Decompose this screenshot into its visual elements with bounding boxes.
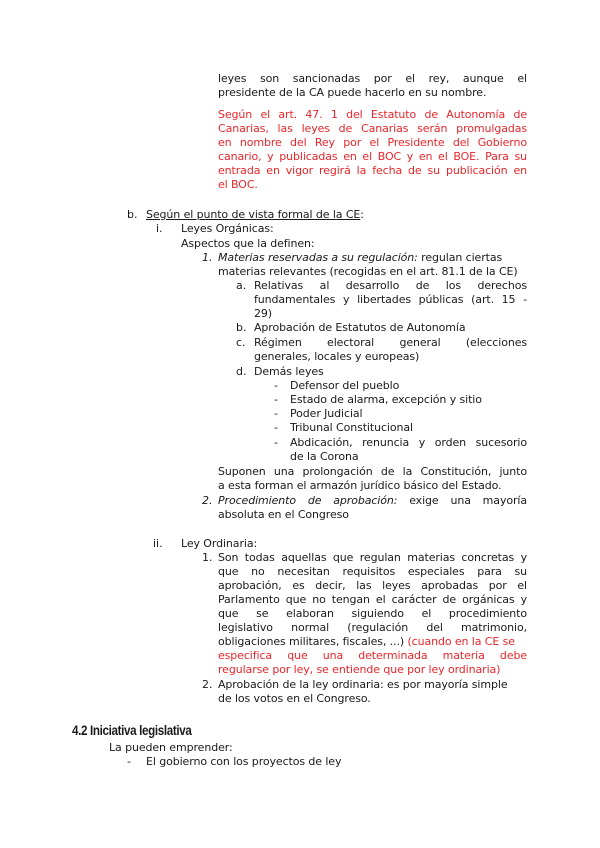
ordinaria-item1-line: que no necesitan requisitos especiales para su xyxy=(218,565,527,578)
ordinaria-item1-red-line: especifica que una determinada materia debe xyxy=(218,649,527,662)
ordinaria-item1-red: (cuando en la CE se xyxy=(407,635,515,648)
list-marker: ii. xyxy=(153,537,163,550)
organicas-item1-rest: regulan ciertas xyxy=(417,251,503,264)
list-marker: 1. xyxy=(202,551,213,564)
sub-item-line: Aprobación de Estatutos de Autonomía xyxy=(254,321,466,334)
list-marker: b. xyxy=(236,321,247,334)
dash-item-line: de la Corona xyxy=(290,450,359,463)
canarias-note-line: Según el art. 47. 1 del Estatuto de Autonomía de xyxy=(218,108,527,121)
ordinaria-item2-line: Aprobación de la ley ordinaria: es por mayoría simple xyxy=(218,678,508,691)
sub-item-line: Demás leyes xyxy=(254,365,324,378)
ordinaria-item1-line: que se elaboran siguiendo el procedimiento xyxy=(218,607,527,620)
dash-item-line: Estado de alarma, excepción y sitio xyxy=(290,393,482,406)
list-marker: d. xyxy=(236,365,247,378)
ordinaria-item1-line: legislativo normal (regulación del matrimonio, xyxy=(218,621,527,634)
ordinaria-item1-line: aprobación, es decir, las leyes aprobadas por el xyxy=(218,579,527,592)
sub-item-line: Régimen electoral general (elecciones xyxy=(254,336,527,349)
sub-item-line: generales, locales y europeas) xyxy=(254,350,420,363)
section-42-intro: La pueden emprender: xyxy=(109,741,233,754)
sub-item-line: Relativas al desarrollo de los derechos xyxy=(254,279,527,292)
dash-item-line: Defensor del pueblo xyxy=(290,379,400,392)
canarias-note-line: canario, y publicadas en el BOC y en el BOE. Para su xyxy=(218,150,527,163)
section-heading: 4.2 Iniciativa legislativa xyxy=(72,723,192,738)
dash-marker: - xyxy=(127,755,131,768)
organicas-item2-line xyxy=(218,494,527,508)
ordinaria-item1-red-line: regularse por ley, se entiende que por ley ordinaria) xyxy=(218,663,501,676)
dash-item-line: Poder Judicial xyxy=(290,407,363,420)
list-marker: 1. xyxy=(202,251,213,264)
ordinaria-item1-line: Parlamento que no tengan el carácter de orgánicas y xyxy=(218,593,527,606)
section-b-colon: : xyxy=(360,208,364,221)
canarias-note-line: Canarias, las leyes de Canarias serán promulgadas xyxy=(218,122,527,135)
dash-marker: - xyxy=(274,379,278,392)
list-marker: i. xyxy=(156,222,163,235)
ordinaria-item1-black: obligaciones militares, fiscales, ...) xyxy=(218,635,408,648)
dash-marker: - xyxy=(274,393,278,406)
paragraph-line: presidente de la CA puede hacerlo en su nombre. xyxy=(218,86,487,99)
ordinaria-item1-line xyxy=(218,635,515,649)
canarias-note-line: el BOC. xyxy=(218,178,258,191)
section-42-item: El gobierno con los proyectos de ley xyxy=(146,755,342,768)
ordinaria-title: Ley Ordinaria: xyxy=(181,537,258,550)
dash-marker: - xyxy=(274,436,278,449)
organicas-item1-label: Materias reservadas a su regulación: xyxy=(218,251,418,264)
organicas-item1-line: materias relevantes (recogidas en el art. 81.1 de la CE) xyxy=(218,265,518,278)
organicas-closing-line: a esta forman el armazón jurídico básico del Estado. xyxy=(218,479,502,492)
dash-marker: - xyxy=(274,407,278,420)
list-marker: a. xyxy=(236,279,247,292)
dash-marker: - xyxy=(274,421,278,434)
list-marker: c. xyxy=(236,336,246,349)
sub-item-line: fundamentales y libertades públicas (art. 15 - xyxy=(254,293,527,306)
section-b-title-text: Según el punto de vista formal de la CE xyxy=(146,208,361,221)
canarias-note-line: entrada en vigor regirá la fecha de su publicación en xyxy=(218,164,527,177)
ordinaria-item1-line: Son todas aquellas que regulan materias concretas y xyxy=(218,551,527,564)
organicas-item1-line xyxy=(218,251,502,265)
organicas-title: Leyes Orgánicas: xyxy=(181,222,274,235)
canarias-note-line: en nombre del Rey por el Presidente del Gobierno xyxy=(218,136,527,149)
list-marker: b. xyxy=(127,208,138,221)
organicas-item2-line: absoluta en el Congreso xyxy=(218,508,349,521)
organicas-closing-line: Suponen una prolongación de la Constitución, junto xyxy=(218,465,527,478)
organicas-intro: Aspectos que la definen: xyxy=(181,237,315,250)
list-marker: 2. xyxy=(202,494,213,507)
dash-item-line: Abdicación, renuncia y orden sucesorio xyxy=(290,436,527,449)
ordinaria-item2-line: de los votos en el Congreso. xyxy=(218,692,371,705)
organicas-item2-label: Procedimiento de aprobación: xyxy=(218,494,398,507)
list-marker: 2. xyxy=(202,678,213,691)
dash-item-line: Tribunal Constitucional xyxy=(290,421,413,434)
sub-item-line: 29) xyxy=(254,307,272,320)
section-b-title xyxy=(146,208,364,222)
paragraph-line: leyes son sancionadas por el rey, aunque el xyxy=(218,72,527,85)
organicas-item2-rest: exige una mayoría xyxy=(397,494,527,507)
